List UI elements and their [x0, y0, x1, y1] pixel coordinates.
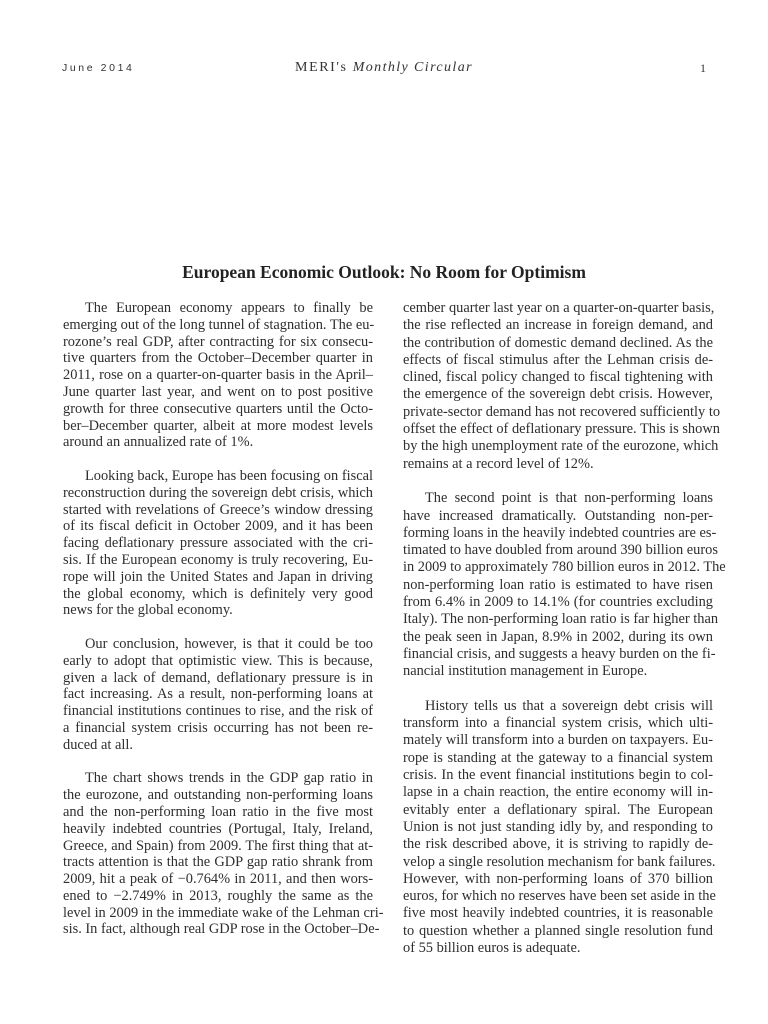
text-line: financial institutions continues to rise, and the risk of	[63, 703, 373, 720]
text-line: rozone’s real GDP, after contracting for six consecu-	[63, 333, 373, 350]
text-line: the peak seen in Japan, 8.9% in 2002, during its own	[403, 628, 713, 645]
issue-date: June 2014	[62, 62, 135, 74]
text-line: timated to have doubled from around 390 billion euros	[403, 542, 718, 559]
text-line: financial crisis, and suggests a heavy burden on the fi-	[403, 645, 716, 662]
text-line: around an annualized rate of 1%.	[63, 434, 254, 451]
text-line: The European economy appears to finally be	[85, 300, 373, 316]
paragraph	[63, 636, 373, 754]
text-line: 2011, rose on a quarter-on-quarter basis in the April–	[63, 367, 373, 384]
text-line: History tells us that a sovereign debt crisis will	[425, 697, 713, 714]
text-line: crisis. In the event financial institutions begin to col-	[403, 767, 713, 784]
text-line: the emergence of the sovereign debt crisis. However,	[403, 386, 713, 403]
text-line: started with revelations of Greece’s window dressing	[63, 501, 373, 518]
text-line: have increased dramatically. Outstanding non-per-	[403, 507, 713, 524]
text-line: news for the global economy.	[63, 602, 233, 619]
text-line: effects of fiscal stimulus after the Lehman crisis de-	[403, 351, 713, 368]
text-line: ber–December quarter, albeit at more modest levels	[63, 417, 373, 434]
text-line: facing deflationary pressure associated with the cri-	[63, 535, 373, 552]
text-line: ened to −2.749% in 2013, roughly the same as the	[63, 887, 373, 904]
text-line: remains at a record level of 12%.	[403, 455, 594, 472]
text-line: tive quarters from the October–December quarter in	[63, 350, 373, 367]
text-line: non-performing loan ratio is estimated to have risen	[403, 576, 713, 593]
text-line: cember quarter last year on a quarter-on-quarter basis,	[403, 300, 715, 316]
text-line: reconstruction during the sovereign debt crisis, which	[63, 484, 373, 501]
text-line: in 2009 to approximately 780 billion euros in 2012. The	[403, 559, 726, 576]
text-line: the risk described above, it is striving to rapidly de-	[403, 836, 713, 853]
paragraph	[63, 300, 373, 451]
text-line: nancial institution management in Europe.	[403, 663, 648, 680]
right-column	[403, 300, 726, 975]
text-line: Looking back, Europe has been focusing on fiscal	[85, 467, 373, 484]
publication-title	[0, 60, 768, 76]
text-line: sis. In fact, although real GDP rose in the October–De-	[63, 921, 380, 938]
text-line: emerging out of the long tunnel of stagnation. The eu-	[63, 316, 375, 333]
text-line: to question whether a planned single resolution fund	[403, 922, 713, 939]
text-line: mately will transform into a burden on taxpayers. Eu-	[403, 732, 713, 749]
article-title: European Economic Outlook: No Room for Optimism	[182, 262, 586, 282]
text-line: growth for three consecutive quarters until the Octo-	[63, 400, 373, 417]
text-line: level in 2009 in the immediate wake of the Lehman cri-	[63, 904, 384, 921]
text-line: evitably enter a deflationary spiral. The European	[403, 801, 713, 818]
text-line: However, with non-performing loans of 370 billion	[403, 870, 713, 887]
text-line: duced at all.	[63, 736, 133, 753]
text-line: heavily indebted countries (Portugal, Italy, Ireland,	[63, 820, 373, 837]
text-line: The chart shows trends in the GDP gap ratio in	[85, 770, 373, 787]
text-line: 2009, hit a peak of −0.764% in 2011, and then wors-	[63, 871, 373, 888]
text-line: of 55 billion euros is adequate.	[403, 939, 581, 956]
text-line: Our conclusion, however, is that it could be too	[85, 635, 373, 652]
text-line: transform into a financial system crisis, which ulti-	[403, 715, 713, 732]
text-line: tracts attention is that the GDP gap ratio shrank from	[63, 854, 373, 871]
text-line: Union is not just standing idly by, and responding to	[403, 818, 713, 835]
left-column	[63, 300, 384, 955]
text-line: rope will join the United States and Japan in driving	[63, 568, 373, 585]
publication-subtitle: Monthly Circular	[352, 60, 473, 75]
text-line: offset the effect of deflationary pressure. This is shown	[403, 421, 720, 438]
text-line: The second point is that non-performing loans	[425, 490, 713, 507]
paragraph	[403, 300, 721, 473]
text-line: by the high unemployment rate of the eurozone, which	[403, 438, 719, 455]
paragraph	[403, 490, 726, 680]
text-line: five most heavily indebted countries, it is reasonable	[403, 905, 713, 922]
text-line: clined, fiscal policy changed to fiscal tightening with	[403, 369, 713, 386]
text-line: forming loans in the heavily indebted countries are es-	[403, 524, 717, 541]
text-line: the eurozone, and outstanding non-performing loans	[63, 787, 373, 804]
text-line: June quarter last year, and went on to post positive	[63, 383, 373, 400]
text-line: and the non-performing loan ratio in the five most	[63, 803, 373, 820]
text-line: Italy). The non-performing loan ratio is far higher than	[403, 611, 719, 628]
text-line: lapse in a chain reaction, the entire economy will in-	[403, 784, 713, 801]
text-line: euros, for which no reserves have been set aside in the	[403, 888, 716, 905]
text-line: Greece, and Spain) from 2009. The first thing that at-	[63, 837, 373, 854]
text-line: the contribution of domestic demand declined. As the	[403, 334, 713, 351]
text-line: velop a single resolution mechanism for bank failures.	[403, 853, 716, 870]
paragraph	[63, 468, 373, 619]
text-line: private-sector demand has not recovered sufficiently to	[403, 403, 721, 420]
text-line: the global economy, which is definitely very good	[63, 585, 373, 602]
paragraph	[63, 770, 384, 938]
text-line: early to adopt that optimistic view. This is because,	[63, 652, 373, 669]
text-line: of its fiscal deficit in October 2009, and it has been	[63, 518, 373, 535]
text-line: a financial system crisis occurring has not been re-	[63, 719, 373, 736]
publication-name: MERI's	[295, 60, 348, 75]
text-line: sis. If the European economy is truly recovering, Eu-	[63, 551, 373, 568]
text-line: the rise reflected an increase in foreign demand, and	[403, 317, 713, 334]
text-line: fact increasing. As a result, non-performing loans at	[63, 686, 373, 703]
paragraph	[403, 697, 716, 957]
text-line: given a lack of demand, deflationary pressure is in	[63, 669, 373, 686]
text-line: rope is standing at the gateway to a financial system	[403, 749, 713, 766]
text-line: from 6.4% in 2009 to 14.1% (for countries excluding	[403, 594, 713, 611]
page-number: 1	[700, 61, 706, 75]
